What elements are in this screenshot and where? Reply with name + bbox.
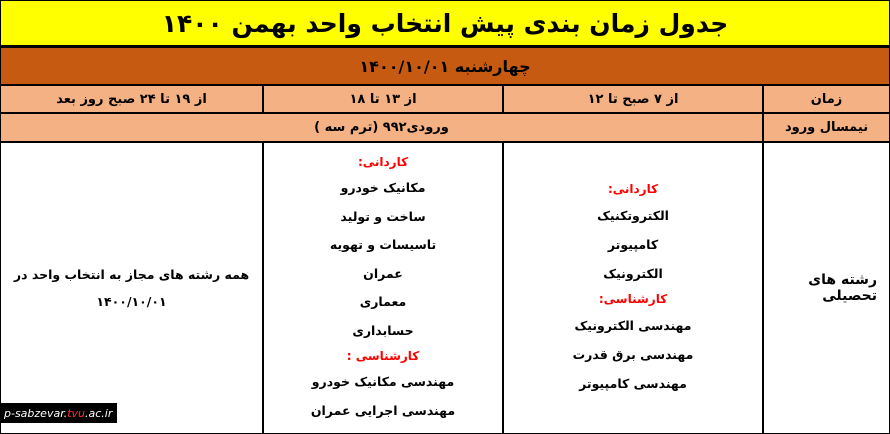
list-item: مهندسی برق قدرت [572,347,694,362]
list-item: مهندسی کامپیوتر [579,376,687,391]
list-item: الکتروتکنیک [597,208,669,223]
list-item: الکترونیک [603,266,663,281]
slot1-fields-cell [503,142,763,434]
time-label-cell: زمان [763,85,890,113]
slot1-kardani-heading: کاردانی: [607,182,659,196]
date-row: چهارشنبه ۱۴۰۰/۱۰/۰۱ [0,46,890,85]
slot2-karshenasi-heading: کارشناسی : [346,349,420,363]
slot2-field-list [311,151,455,425]
site-watermark [0,403,117,423]
intake-value-cell: ورودی۹۹۲ (ترم سه ) [0,113,763,142]
list-item: مهندسی مکانیک خودرو [311,374,455,389]
slot3-header: از ۱۹ تا ۲۴ صبح روز بعد [0,85,263,113]
slot1-header: از ۷ صبح تا ۱۲ [503,85,763,113]
slot1-karshenasi-heading: کارشناسی: [598,292,668,306]
page-title: جدول زمان بندی پیش انتخاب واحد بهمن ۱۴۰۰ [0,0,890,46]
list-item: مهندسی الکترونیک [574,318,692,333]
slot3-fields-cell [0,142,263,434]
list-item: تاسیسات و تهویه [329,237,437,252]
list-item: ساخت و تولید [340,208,426,224]
list-item: حسابداری [352,322,414,338]
intake-label-cell: نیمسال ورود [763,113,890,142]
watermark-suffix: .ac.ir [85,406,113,420]
slot1-field-list [573,178,694,398]
watermark-accent: tvu [67,406,86,420]
list-item: مکانیک خودرو [340,180,426,195]
slot2-fields-cell [263,142,503,434]
slot2-kardani-heading: کاردانی: [357,155,409,169]
slot3-note-line1: همه رشته های مجاز به انتخاب واحد در [13,267,250,282]
list-item: مهندسی اجرایی عمران [310,402,456,418]
list-item: کامپیوتر [607,237,659,252]
watermark-prefix: p-sabzevar. [4,406,68,420]
slot2-header: از ۱۳ تا ۱۸ [263,85,503,113]
list-item: عمران [363,265,403,281]
fields-label: رشته های تحصیلی [808,272,877,304]
list-item: معماری [359,294,407,309]
slot3-note-line2: ۱۴۰۰/۱۰/۰۱ [96,294,167,309]
fields-label-cell [763,142,890,434]
